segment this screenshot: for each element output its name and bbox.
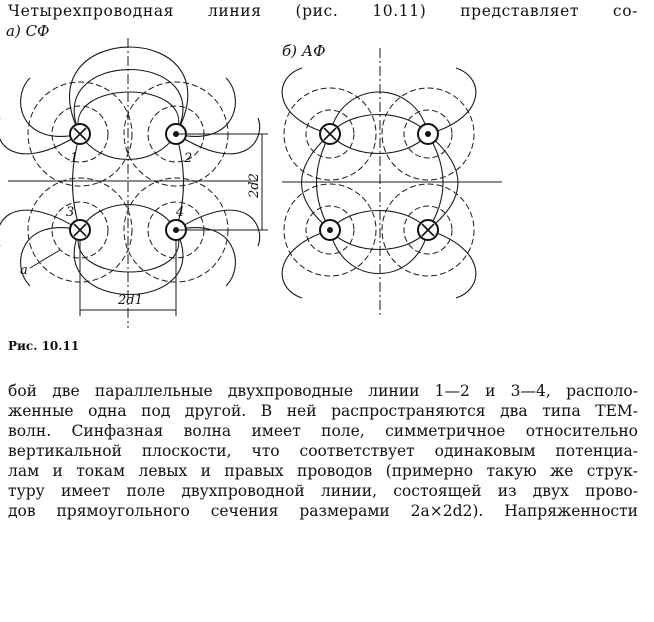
panel-b-diagram	[272, 48, 512, 328]
dimension-label-2d1: 2d1	[118, 293, 143, 308]
paragraph-line-2: женные одна под другой. В ней распространяются два типа ТЕМ-	[8, 402, 638, 420]
paragraph-line-4: вертикальной плоскости, что соответствует одинаковым потенциа-	[8, 442, 638, 460]
top-text-line: Четырехпроводная линия (рис. 10.11) представляет со-	[8, 2, 638, 20]
conductor-b-3	[320, 220, 340, 240]
figure-caption: Рис. 10.11	[8, 339, 80, 353]
paragraph-line-7: дов прямоугольного сечения размерами 2a×2d2). Напряженности	[8, 502, 638, 520]
label-a: a	[20, 263, 28, 278]
conductor-label-2: 2	[184, 151, 193, 166]
conductor-label-4: 4	[176, 205, 185, 220]
field-lines-b	[282, 68, 476, 298]
conductor-b-2	[418, 124, 438, 144]
dimension-label-2d2: 2d2	[247, 173, 262, 198]
paragraph-line-1: бой две параллельные двухпроводные линии 1—2 и 3—4, располо-	[8, 382, 638, 400]
conductor-1	[70, 124, 90, 144]
paragraph-line-5: лам и токам левых и правых проводов (примерно такую же струк-	[8, 462, 638, 480]
conductor-label-3: 3	[66, 205, 75, 220]
conductor-label-1: 1	[70, 151, 79, 166]
conductor-b-4	[418, 220, 438, 240]
paragraph-line-6: туру имеет поле двухпроводной линии, состоящей из двух прово-	[8, 482, 638, 500]
conductor-3	[70, 220, 90, 240]
conductor-b-1	[320, 124, 340, 144]
panel-b-label: б) АФ	[282, 42, 326, 60]
paragraph-line-3: волн. Синфазная волна имеет поле, симметричное относительно	[8, 422, 638, 440]
panel-a-diagram	[0, 38, 300, 338]
panel-a-label: a) СФ	[6, 22, 50, 40]
